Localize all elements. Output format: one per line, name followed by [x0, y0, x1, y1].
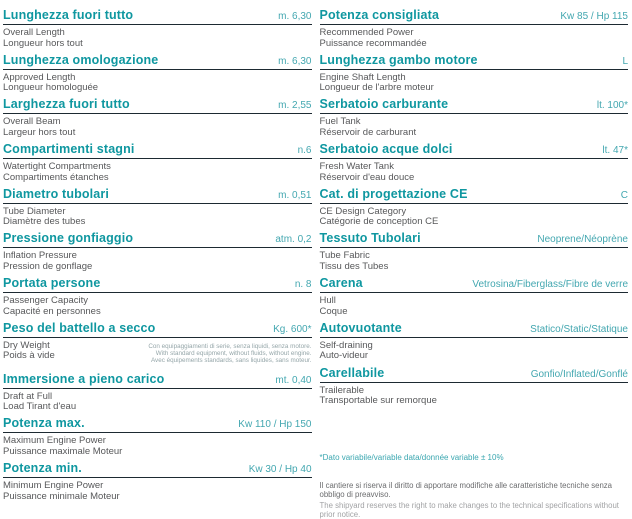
footnote: *Dato variabile/variable data/donnée variable ± 10% [319, 452, 504, 462]
translation-en: Trailerable [319, 384, 365, 396]
translation-fr: Coque [319, 305, 348, 317]
spec-value: lt. 100* [596, 100, 628, 112]
translation-en: Hull [319, 295, 336, 307]
right-items [320, 9, 629, 407]
spec-value: Vetrosina/Fiberglass/Fibre de verre [472, 279, 628, 291]
spec-translations [320, 341, 629, 362]
fine-print-line: With standard equipment, without fluids, without engine. [155, 350, 312, 358]
translation-block [320, 73, 434, 94]
spec-title: Serbatoio acque dolci [319, 142, 453, 157]
spec-heading-row [3, 143, 312, 159]
spec-item [320, 367, 629, 407]
translation-fr: Transportable sur remorque [319, 395, 437, 407]
translation-en: Inflation Pressure [3, 250, 77, 262]
spec-item [320, 277, 629, 317]
spec-value: m. 6,30 [278, 55, 312, 67]
translation-fr: Puissance minimale Moteur [3, 490, 120, 502]
translation-en: Dry Weight [3, 339, 50, 351]
spec-item [320, 143, 629, 183]
fine-print [148, 341, 311, 365]
translation-block [3, 392, 76, 413]
spec-translations [320, 73, 629, 94]
spec-item [3, 373, 312, 413]
spec-title: Tessuto Tubolari [319, 231, 421, 246]
spec-title: Lunghezza fuori tutto [3, 8, 134, 22]
spec-translations [3, 296, 312, 317]
spec-value: atm. 0,2 [275, 234, 312, 246]
spec-value: Kw 85 / Hp 115 [560, 11, 628, 22]
translation-fr: Diamètre des tubes [3, 216, 86, 228]
spec-translations [3, 207, 312, 228]
translation-fr: Largeur hors tout [3, 126, 76, 138]
translation-en: Draft at Full [3, 390, 53, 402]
spec-heading-row [3, 232, 312, 248]
translation-en: Recommended Power [319, 27, 414, 38]
spec-item [3, 462, 312, 502]
spec-heading-row [320, 232, 629, 248]
spec-title: Lunghezza gambo motore [319, 52, 478, 67]
translation-block [3, 481, 120, 502]
translation-fr: Poids à vide [3, 350, 55, 362]
spec-item [3, 54, 312, 94]
spec-item [320, 188, 629, 228]
translation-en: Approved Length [3, 71, 76, 83]
spec-heading-row [3, 462, 312, 478]
translation-fr: Réservoir d'eau douce [319, 171, 415, 183]
spec-item [320, 54, 629, 94]
spec-translations [3, 436, 312, 457]
translation-en: Fresh Water Tank [319, 161, 394, 173]
translation-en: Tube Diameter [3, 205, 66, 217]
translation-block [320, 386, 437, 407]
translation-fr: Tissu des Tubes [319, 261, 389, 273]
spec-value: L [622, 55, 628, 67]
translation-en: Overall Length [3, 27, 65, 38]
spec-value: Neoprene/Néoprène [537, 234, 628, 246]
translation-block [3, 436, 122, 457]
disclaimer-english: The shipyard reserves the right to make changes to the technical specifications without prior notice. [319, 501, 619, 519]
translation-block [3, 296, 101, 317]
translation-en: Fuel Tank [319, 116, 361, 128]
spec-heading-row [3, 188, 312, 204]
translation-en: CE Design Category [319, 205, 407, 217]
spec-value: C [620, 189, 628, 201]
spec-title: Larghezza fuori tutto [3, 97, 130, 112]
spec-value: Kw 110 / Hp 150 [238, 419, 312, 431]
spec-value: m. 6,30 [278, 11, 312, 22]
spec-value: lt. 47* [602, 145, 628, 157]
spec-item [320, 9, 629, 49]
spec-item [320, 98, 629, 138]
spec-item [3, 143, 312, 183]
disclaimer-italian: Il cantiere si riserva il diritto di apportare modifiche alle caratteristiche tecniche senza obbligo di preavviso. [319, 480, 613, 499]
spec-translations [3, 73, 312, 94]
spec-heading-row [3, 277, 312, 293]
translation-fr: Longueur homologuée [3, 82, 99, 94]
spec-heading-row [320, 9, 629, 25]
footer [320, 453, 629, 519]
translation-block [320, 117, 417, 138]
translation-block [3, 73, 98, 94]
spec-value: m. 2,55 [278, 100, 312, 112]
translation-block [3, 341, 55, 365]
translation-block [3, 117, 75, 138]
translation-fr: Catégorie de conception CE [319, 216, 439, 228]
spec-value: Kg. 600* [273, 323, 312, 335]
spec-heading-row [3, 322, 312, 338]
spec-value: n. 8 [294, 279, 312, 291]
spec-item [3, 322, 312, 365]
spec-value: mt. 0,40 [275, 374, 312, 386]
spec-value: Statico/Static/Statique [530, 323, 628, 335]
spec-translations [320, 207, 629, 228]
spec-item [3, 188, 312, 228]
spec-translations [3, 28, 312, 49]
spec-title: Carellabile [319, 365, 385, 380]
translation-en: Self-draining [319, 339, 373, 351]
translation-en: Maximum Engine Power [3, 435, 106, 447]
spec-translations [320, 162, 629, 183]
spec-translations [3, 341, 312, 365]
spec-item [3, 417, 312, 457]
spec-item [3, 9, 312, 49]
spec-translations [320, 386, 629, 407]
spec-heading-row [320, 188, 629, 204]
spec-heading-row [320, 277, 629, 293]
spec-heading-row [320, 143, 629, 159]
spec-heading-row [3, 54, 312, 70]
translation-block [3, 28, 83, 49]
translation-block [3, 162, 111, 183]
translation-en: Watertight Compartments [3, 161, 111, 173]
translation-en: Tube Fabric [319, 250, 370, 262]
spec-title: Lunghezza omologazione [3, 52, 159, 67]
spec-translations [3, 392, 312, 413]
spec-title: Potenza consigliata [319, 8, 440, 22]
spec-heading-row [320, 367, 629, 383]
translation-fr: Capacité en personnes [3, 305, 101, 317]
spec-item [3, 277, 312, 317]
spec-translations [320, 296, 629, 317]
translation-en: Minimum Engine Power [3, 480, 104, 492]
translation-fr: Puissance recommandée [319, 37, 427, 49]
translation-en: Passenger Capacity [3, 295, 89, 307]
spec-title: Potenza max. [3, 416, 85, 431]
translation-en: Engine Shaft Length [319, 71, 406, 83]
fine-print-line: Avec équipements standards, sans liquides, sans moteur. [150, 357, 312, 365]
translation-block [320, 162, 415, 183]
translation-block [320, 341, 373, 362]
spec-title: Carena [319, 276, 363, 291]
translation-block [320, 28, 427, 49]
translation-fr: Load Tirant d'eau [3, 401, 77, 413]
spec-value: Kw 30 / Hp 40 [248, 464, 312, 476]
spec-heading-row [320, 54, 629, 70]
spec-title: Immersione a pieno carico [3, 371, 165, 386]
spec-heading-row [3, 373, 312, 389]
left-column [3, 9, 312, 519]
translation-block [3, 251, 92, 272]
fine-print-line: Con equipaggiamenti di serie, senza liquidi, senza motore. [148, 342, 312, 350]
translation-en: Overall Beam [3, 116, 61, 128]
translation-fr: Pression de gonflage [3, 261, 93, 273]
spec-title: Diametro tubolari [3, 186, 110, 201]
translation-block [320, 296, 348, 317]
spec-title: Autovuotante [319, 320, 402, 335]
spec-title: Cat. di progettazione CE [319, 186, 468, 201]
spec-heading-row [320, 98, 629, 114]
spec-item [3, 98, 312, 138]
spec-title: Pressione gonfiaggio [3, 231, 134, 246]
spec-heading-row [3, 98, 312, 114]
spec-value: m. 0,51 [278, 189, 312, 201]
spec-value: Gonfio/Inflated/Gonflé [530, 368, 628, 380]
translation-fr: Compartiments étanches [3, 171, 109, 183]
translation-fr: Puissance maximale Moteur [3, 445, 123, 457]
spec-translations [3, 162, 312, 183]
spec-title: Potenza min. [3, 461, 82, 476]
spec-item [3, 232, 312, 272]
spec-translations [320, 117, 629, 138]
spec-title: Compartimenti stagni [3, 142, 135, 157]
spec-title: Serbatoio carburante [319, 97, 449, 112]
translation-fr: Réservoir de carburant [319, 126, 417, 138]
spec-translations [3, 251, 312, 272]
spec-translations [3, 117, 312, 138]
spec-heading-row [320, 322, 629, 338]
right-column [320, 9, 629, 519]
translation-block [320, 251, 389, 272]
spec-heading-row [3, 417, 312, 433]
translation-fr: Longueur de l'arbre moteur [319, 82, 434, 94]
translation-block [3, 207, 85, 228]
spec-value: n.6 [297, 145, 312, 157]
translation-block [320, 207, 439, 228]
translation-fr: Auto-videur [319, 350, 369, 362]
translation-fr: Longueur hors tout [3, 37, 83, 49]
spec-title: Peso del battello a secco [3, 320, 156, 335]
spec-translations [320, 28, 629, 49]
spec-heading-row [3, 9, 312, 25]
spec-title: Portata persone [3, 276, 101, 291]
spec-item [320, 322, 629, 362]
spec-item [320, 232, 629, 272]
spec-translations [320, 251, 629, 272]
spec-translations [3, 481, 312, 502]
